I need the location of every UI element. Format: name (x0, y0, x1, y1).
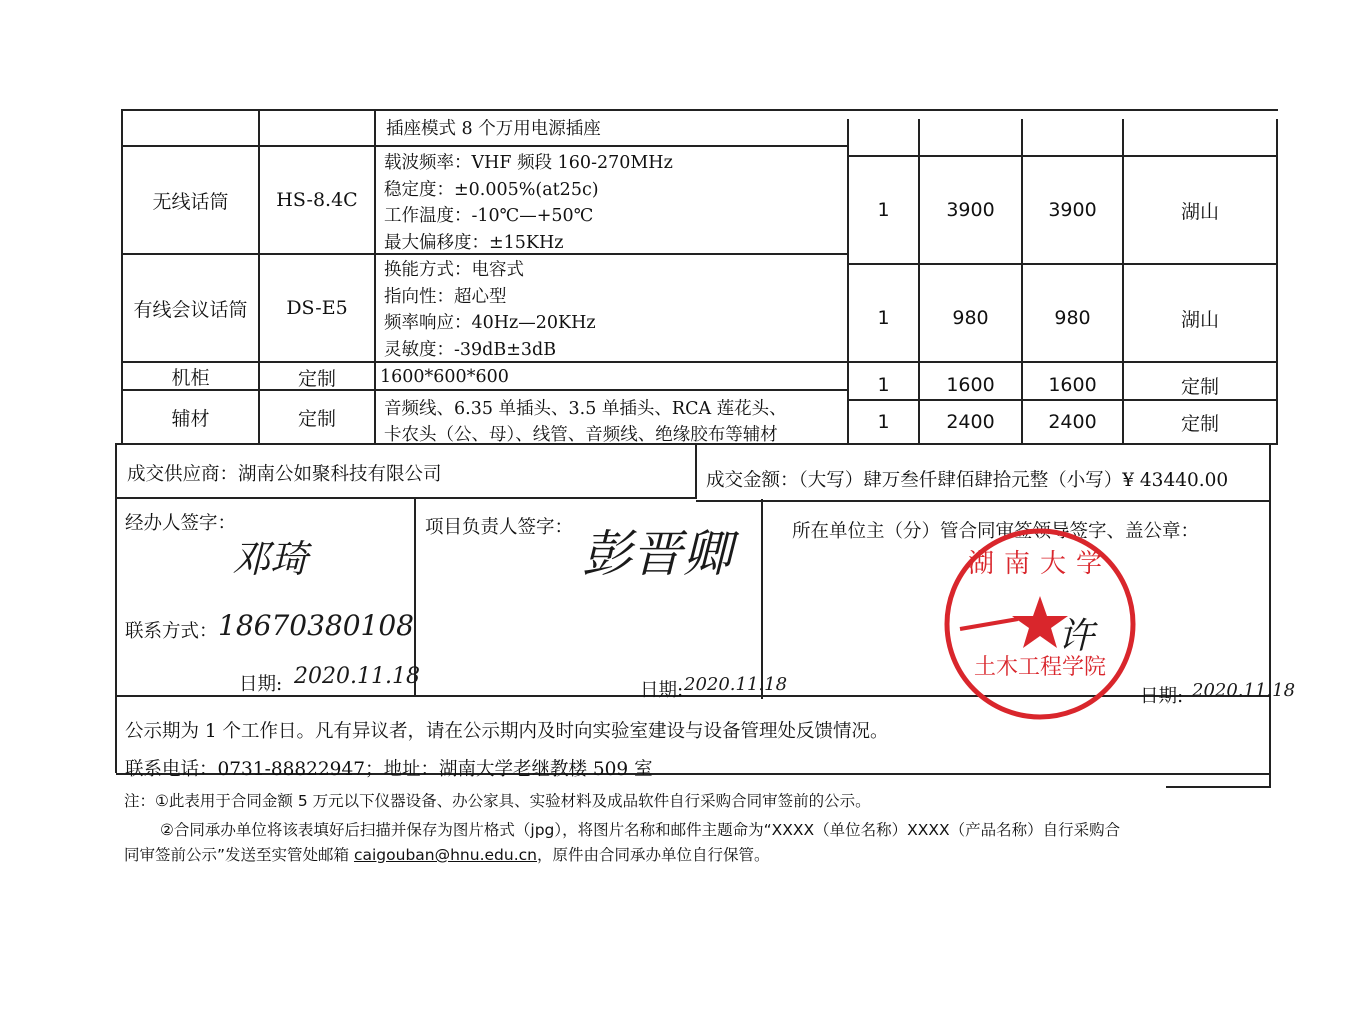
item-price: 3900 (946, 199, 995, 221)
footnote-3: 同审签前公示”发送至实管处邮箱 caigouban@hnu.edu.cn，原件由合同承办单位自行保管。 (124, 846, 770, 864)
seal-bottom-text: 土木工程学院 (973, 655, 1107, 680)
item-price: 980 (952, 307, 989, 329)
leader-signature: 许 (1058, 616, 1095, 657)
item-origin: 湖山 (1180, 308, 1219, 331)
spec-cell: 载波频率：VHF 频段 160-270MHz 稳定度：±0.005%(at25c) 工作温度：-10℃—+50℃ 最大偏移度：±15KHz (384, 153, 673, 253)
leader-date: 2020.11.18 (1192, 680, 1296, 701)
item-model: 定制 (297, 367, 336, 390)
item-name: 机柜 (171, 366, 210, 389)
spec-cell: 换能方式：电容式 指向性：超心型 频率响应：40Hz—20KHz 灵敏度：-39dB±3dB (384, 260, 596, 360)
item-price: 1600 (946, 374, 995, 396)
item-name: 有线会议话筒 (133, 298, 248, 321)
handler-date-label: 日期: (239, 674, 283, 695)
notice-text: 公示期为 1 个工作日。凡有异议者，请在公示期内及时向实验室建设与设备管理处反馈情况。 (125, 721, 889, 742)
spec-cell: 插座模式 8 个万用电源插座 (386, 119, 601, 139)
amount-text: 成交金额：（大写）肆万叁仟肆佰肆拾元整（小写）¥ 43440.00 (706, 470, 1229, 491)
leader-sign-label: 所在单位主（分）管合同审签领导签字、盖公章： (792, 521, 1200, 542)
item-qty: 1 (877, 307, 890, 329)
item-model: HS-8.4C (276, 189, 358, 211)
leader-date-label: 日期: (1140, 686, 1184, 707)
seal-bar (960, 619, 1018, 629)
handler-signature: 邓琦 (232, 537, 309, 581)
item-model: DS-E5 (286, 297, 348, 319)
item-origin: 湖山 (1180, 200, 1219, 223)
spec-cell: 1600*600*600 (380, 367, 509, 387)
handler-sign-label: 经办人签字： (125, 513, 237, 534)
item-origin: 定制 (1180, 412, 1219, 435)
supplier-text: 成交供应商：湖南公如聚科技有限公司 (127, 464, 442, 485)
item-total: 2400 (1048, 411, 1097, 433)
item-qty: 1 (877, 411, 890, 433)
item-qty: 1 (877, 374, 890, 396)
pm-sign-label: 项目负责人签字： (425, 517, 574, 538)
item-total: 980 (1054, 307, 1091, 329)
footnote-1: 注：①此表用于合同金额 5 万元以下仪器设备、办公家具、实验材料及成品软件自行采购合同审签前的公示。 (124, 792, 871, 810)
item-total: 3900 (1048, 199, 1097, 221)
pm-signature: 彭晋卿 (582, 525, 732, 583)
item-origin: 定制 (1180, 375, 1219, 398)
handler-date: 2020.11.18 (294, 664, 420, 689)
item-name: 无线话筒 (152, 190, 229, 213)
item-name: 辅材 (171, 407, 210, 430)
item-price: 2400 (946, 411, 995, 433)
spec-cell: 音频线、6.35 单插头、3.5 单插头、RCA 莲花头、 卡农头（公、母）、线管、音频线、绝缘胶布等辅材 (384, 399, 787, 445)
seal-top-text: 湖南大学 (967, 549, 1113, 579)
item-qty: 1 (877, 199, 890, 221)
email-link[interactable]: caigouban@hnu.edu.cn (353, 846, 537, 864)
contact-label: 联系方式： (125, 621, 218, 642)
footnote-2: ②合同承办单位将该表填好后扫描并保存为图片格式（jpg），将图片名称和邮件主题命为“XXXX（单位名称）XXXX（产品名称）自行采购合 (160, 821, 1121, 839)
official-seal (940, 524, 1140, 724)
contact-value: 18670380108 (218, 609, 414, 642)
item-total: 1600 (1048, 374, 1097, 396)
pm-date: 2020.11.18 (684, 674, 788, 695)
item-model: 定制 (297, 407, 336, 430)
pm-date-label: 日期: (640, 680, 684, 701)
contact-address: 联系电话：0731-88822947；地址：湖南大学老继教楼 509 室 (125, 759, 653, 780)
